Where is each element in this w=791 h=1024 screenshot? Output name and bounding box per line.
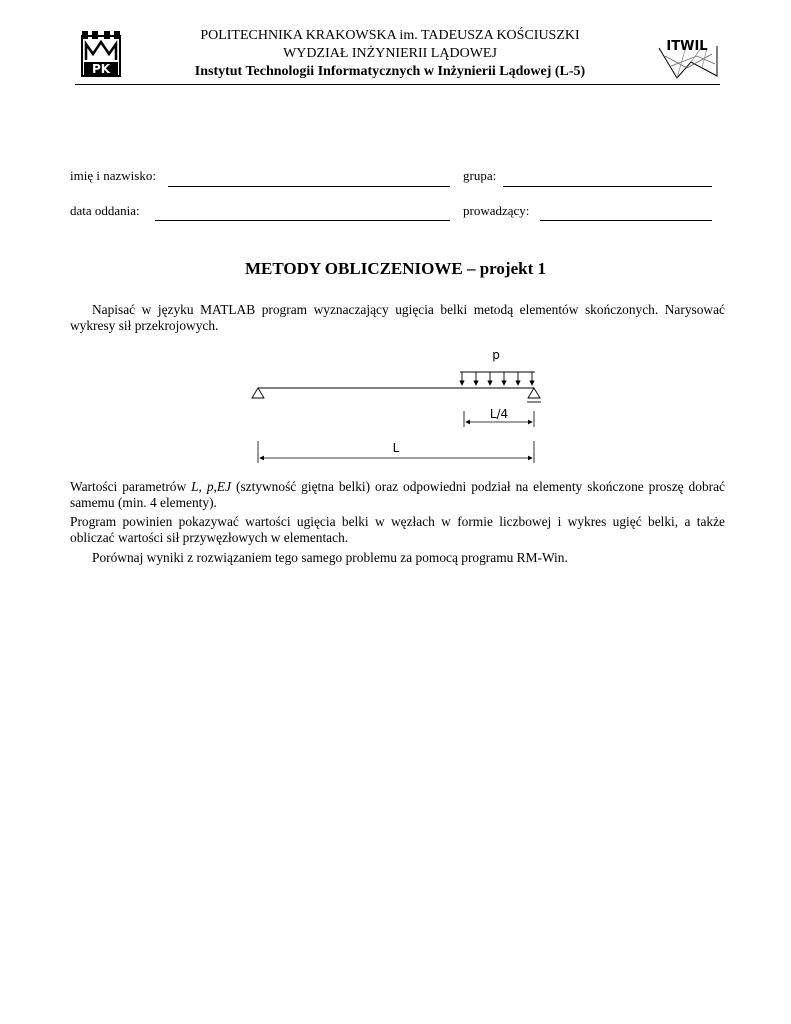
params-after: (sztywność giętna belki) oraz odpowiedni podział na elementy skończone proszę dobrać samemu (min. 4 elementy). (70, 479, 725, 510)
load-label: p (492, 348, 500, 362)
university-name: POLITECHNIKA KRAKOWSKA im. TADEUSZA KOŚCIUSZKI (200, 28, 580, 43)
group-field[interactable] (503, 186, 712, 187)
pk-logo-text: PK (91, 62, 111, 76)
date-label: data oddania: (70, 203, 140, 218)
itwil-logo-text: ITWIL (666, 39, 708, 54)
intro-paragraph (70, 302, 725, 334)
span-label: L (392, 441, 400, 455)
beam-diagram (250, 345, 550, 470)
institute-name: Instytut Technologii Informatycznych w Inżynierii Lądowej (L-5) (194, 64, 586, 79)
left-support (252, 388, 264, 398)
group-label: grupa: (463, 168, 497, 183)
project-title: METODY OBLICZENIOWE – projekt 1 (244, 259, 546, 278)
instructor-field[interactable] (540, 220, 712, 221)
pk-logo (81, 30, 121, 78)
params-before: Wartości parametrów (70, 479, 192, 494)
compare-paragraph (70, 550, 725, 566)
compare-text: Porównaj wyniki z rozwiązaniem tego samego problemu za pomocą programu RM-Win. (92, 550, 568, 565)
load-arrows (462, 372, 532, 385)
faculty-name: WYDZIAŁ INŻYNIERII LĄDOWEJ (283, 46, 497, 61)
segment-label: L/4 (489, 407, 509, 421)
name-field[interactable] (168, 186, 450, 187)
program-paragraph: Program powinien pokazywać wartości ugięcia belki w węzłach w formie liczbowej i wykres ugięć belki, a także obliczać wartości sił przywęzłowych w elementach. (70, 514, 725, 545)
intro-text: Napisać w języku MATLAB program wyznaczający ugięcia belki metodą elementów skończonych. Narysować wykresy sił przekrojowych. (70, 302, 725, 333)
date-field[interactable] (155, 220, 450, 221)
institution-header (130, 27, 650, 81)
instructor-label: prowadzący: (463, 203, 530, 218)
itwil-logo (657, 36, 719, 80)
params-math: L, p,EJ (191, 479, 232, 494)
name-label: imię i nazwisko: (70, 168, 156, 183)
right-support (528, 388, 540, 398)
header-divider (75, 84, 720, 85)
params-paragraph (70, 479, 725, 511)
